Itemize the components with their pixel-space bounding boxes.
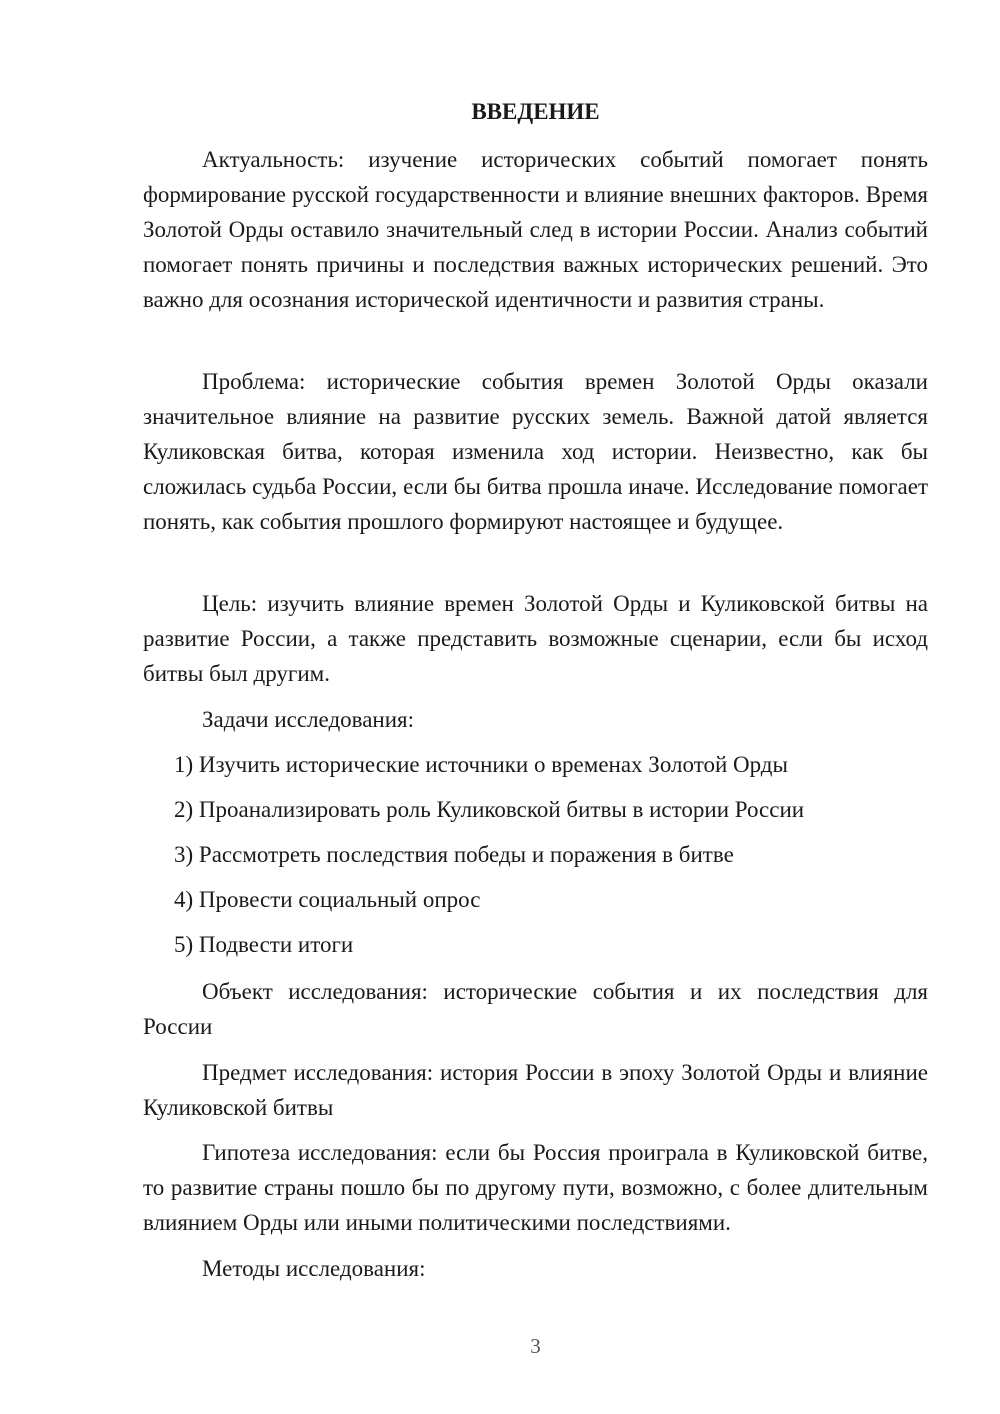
methods-heading: Методы исследования: [202,1256,426,1281]
subject-paragraph: Предмет исследования: история России в эпоху Золотой Орды и влияние Куликовской битвы [143,1060,928,1120]
task-item-5: 5) Подвести итоги [174,932,354,957]
object-paragraph: Объект исследования: исторические события и их последствия для России [143,979,928,1039]
goal-paragraph: Цель: изучить влияние времен Золотой Орды и Куликовской битвы на развитие России, а также представить возможные сценарии, если бы исход битвы был другим. [143,591,928,686]
task-item-4: 4) Провести социальный опрос [174,887,481,912]
tasks-heading: Задачи исследования: [202,707,415,732]
task-item-1: 1) Изучить исторические источники о временах Золотой Орды [174,752,788,777]
hypothesis-paragraph: Гипотеза исследования: если бы Россия проиграла в Куликовской битве, то развитие страны пошло бы по другому пути, возможно, с более длительным влиянием Орды или иными политическими последствиями. [143,1140,928,1235]
document-page [143,0,928,1414]
task-item-2: 2) Проанализировать роль Куликовской битвы в истории России [174,797,805,822]
page-number: 3 [530,1334,541,1358]
task-item-3: 3) Рассмотреть последствия победы и поражения в битве [174,842,734,867]
relevance-paragraph: Актуальность: изучение исторических событий помогает понять формирование русской государственности и влияние внешних факторов. Время Золотой Орды оставило значительный след в истории России. Анализ событий помогает понять причины и последствия важных исторических решений. Это важно для осознания исторической идентичности и развития страны. [143,147,928,312]
section-title: ВВЕДЕНИЕ [471,99,600,124]
problem-paragraph: Проблема: исторические события времен Золотой Орды оказали значительное влияние на развитие русских земель. Важной датой является Куликовская битва, которая изменила ход истории. Неизвестно, как бы сложилась судьба России, если бы битва прошла иначе. Исследование помогает понять, как события прошлого формируют настоящее и будущее. [143,369,928,534]
